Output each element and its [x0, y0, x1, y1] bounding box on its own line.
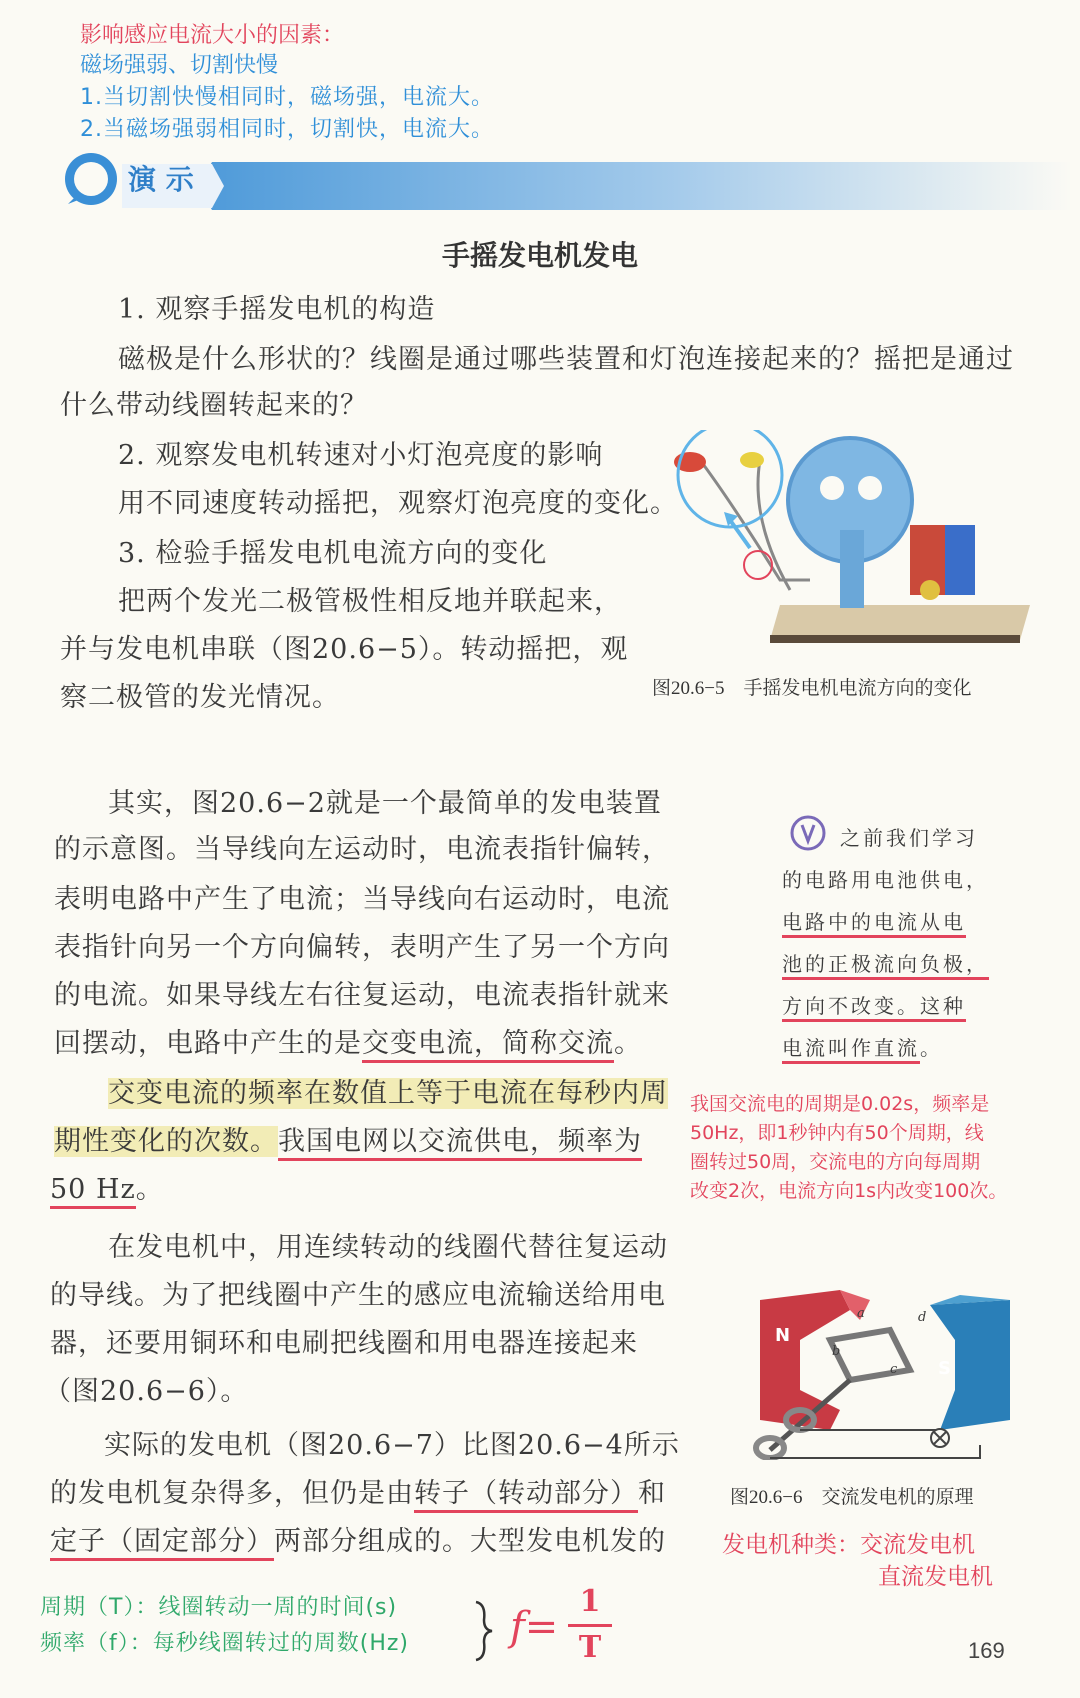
ac-note-line4: 改变2次，电流方向1s内改变100次。 [690, 1180, 1008, 1202]
demo-banner [62, 158, 1072, 214]
para3-line4: （图20.6−6）。 [44, 1376, 249, 1407]
stator-term: 定子（固定部分） [50, 1526, 274, 1561]
para4-line2-c: 和 [638, 1478, 666, 1509]
generator-types-note: 发电机种类：交流发电机 [722, 1532, 975, 1558]
step3-heading: 3. 检验手摇发电机电流方向的变化 [118, 538, 548, 569]
para4-line1: 实际的发电机（图20.6−7）比图20.6−4所示 [104, 1430, 680, 1461]
formula-fraction-bar [568, 1624, 612, 1627]
step1-text-a: 磁极是什么形状的？线圈是通过哪些装置和灯泡连接起来的？摇把是通过 [118, 344, 1014, 375]
para1-line5: 的电流。如果导线左右往复运动，电流表指针就来 [54, 980, 670, 1011]
note-factors: 磁场强弱、切割快慢 [80, 53, 279, 78]
sidebar-line1: 之前我们学习 [840, 826, 978, 850]
sidebar-line4 [782, 944, 989, 985]
para1-line6-a: 回摆动，电路中产生的是 [54, 1028, 362, 1059]
dc-definition: 电流叫作直流 [782, 1036, 920, 1064]
frequency-note: 频率（f）：每秒线圈转过的周数(Hz) [40, 1631, 410, 1656]
para2-line3 [50, 1166, 164, 1214]
page-number: 169 [968, 1638, 1005, 1663]
ac-note [690, 1090, 1007, 1206]
para1-line4: 表指针向另一个方向偏转，表明产生了另一个方向 [54, 932, 670, 963]
ac-note-line2: 50Hz，即1秒钟内有50个周期，线 [690, 1122, 984, 1144]
period-note: 周期（T）：线圈转动一周的时间(s) [40, 1595, 398, 1620]
fig5-caption: 图20.6−5 手摇发电机电流方向的变化 [652, 678, 972, 699]
formula-f: f= [510, 1604, 559, 1650]
formula-numerator: 1 [579, 1584, 601, 1619]
formula-denominator: T [578, 1630, 602, 1665]
generator-types-note-2: 直流发电机 [878, 1564, 993, 1590]
ac-definition: 交变电流，简称交流 [362, 1028, 614, 1063]
ac-note-line3: 圈转过50周，交流电的方向每周期 [690, 1151, 981, 1173]
step3-text-c: 察二极管的发光情况。 [60, 682, 340, 713]
grid-frequency: 我国电网以交流供电，频率为 [278, 1126, 642, 1161]
step3-text-a: 把两个发光二极管极性相反地并联起来， [118, 586, 622, 617]
step2-text: 用不同速度转动摇把，观察灯泡亮度的变化。 [118, 488, 678, 519]
sidebar-line5 [782, 986, 966, 1027]
sidebar-line6 [782, 1028, 943, 1069]
para3-line3: 器，还要用铜环和电刷把线圈和用电器连接起来 [50, 1328, 638, 1359]
para2-line3-end: 。 [135, 1174, 164, 1205]
demo-icon [62, 150, 120, 208]
frequency-definition: 交变电流的频率在数值上等于电流在每秒内周 [108, 1078, 668, 1109]
para2-line1 [108, 1070, 668, 1118]
pole-n-label: N [775, 1325, 791, 1346]
note-rule-1: 1.当切割快慢相同时，磁场强，电流大。 [80, 85, 494, 110]
hand-generator-figure [660, 430, 1040, 660]
brace-icon [472, 1600, 496, 1662]
coil-label-a: a [857, 1306, 865, 1321]
dc-description-4: 这种 [920, 994, 966, 1022]
step1-text-b: 什么带动线圈转起来的？ [60, 390, 368, 421]
step1-heading: 1. 观察手摇发电机的构造 [118, 294, 436, 325]
coil-label-d: d [918, 1310, 927, 1325]
para1-line3: 表明电路中产生了电流；当导线向右运动时，电流 [54, 884, 670, 915]
note-factors-title: 影响感应电流大小的因素： [80, 23, 345, 48]
sidebar-line6-end: 。 [920, 1036, 943, 1060]
sidebar-line3 [782, 902, 966, 943]
sidebar-line2: 的电路用电池供电， [782, 868, 989, 892]
para1-line2: 的示意图。当导线向左运动时，电流表指针偏转， [54, 834, 670, 865]
dc-description-1: 电路中的电流从电 [782, 910, 966, 938]
ac-generator-figure [740, 1270, 1020, 1460]
demo-label: 演 示 [128, 163, 194, 196]
para1-line6-c: 。 [614, 1028, 642, 1059]
dc-description-2: 池的正极流向负极， [782, 952, 989, 980]
step2-heading: 2. 观察发电机转速对小灯泡亮度的影响 [118, 440, 604, 471]
para3-line2: 的导线。为了把线圈中产生的感应电流输送给用电 [50, 1280, 666, 1311]
para4-line3-b: 两部分组成的。大型发电机发的 [274, 1526, 666, 1557]
dc-description-3: 方向不改变。 [782, 994, 920, 1022]
para3-line1: 在发电机中，用连续转动的线圈代替往复运动 [108, 1232, 668, 1263]
para4-line2-a: 的发电机复杂得多，但仍是由 [50, 1478, 414, 1509]
frequency-definition-end: 期性变化的次数。 [54, 1126, 278, 1157]
grid-frequency-value: 50 Hz [50, 1174, 136, 1209]
fig6-caption: 图20.6−6 交流发电机的原理 [730, 1487, 974, 1508]
rotor-term: 转子（转动部分） [414, 1478, 638, 1513]
para2-line2 [54, 1118, 642, 1166]
para1-line1: 其实，图20.6−2就是一个最简单的发电装置 [108, 788, 662, 819]
demo-title: 手摇发电机发电 [441, 239, 638, 272]
para4-line3 [50, 1518, 666, 1566]
coil-label-b: b [832, 1344, 841, 1359]
step3-text-b: 并与发电机串联（图20.6−5）。转动摇把，观 [60, 634, 629, 665]
note-rule-2: 2.当磁场强弱相同时，切割快，电流大。 [80, 117, 494, 142]
para1-line6 [54, 1020, 642, 1068]
ac-note-line1: 我国交流电的周期是0.02s，频率是 [690, 1093, 990, 1115]
para4-line2 [50, 1470, 666, 1518]
pole-s-label: S [938, 1358, 951, 1379]
coil-label-c: c [890, 1362, 898, 1377]
tip-icon [790, 815, 826, 851]
